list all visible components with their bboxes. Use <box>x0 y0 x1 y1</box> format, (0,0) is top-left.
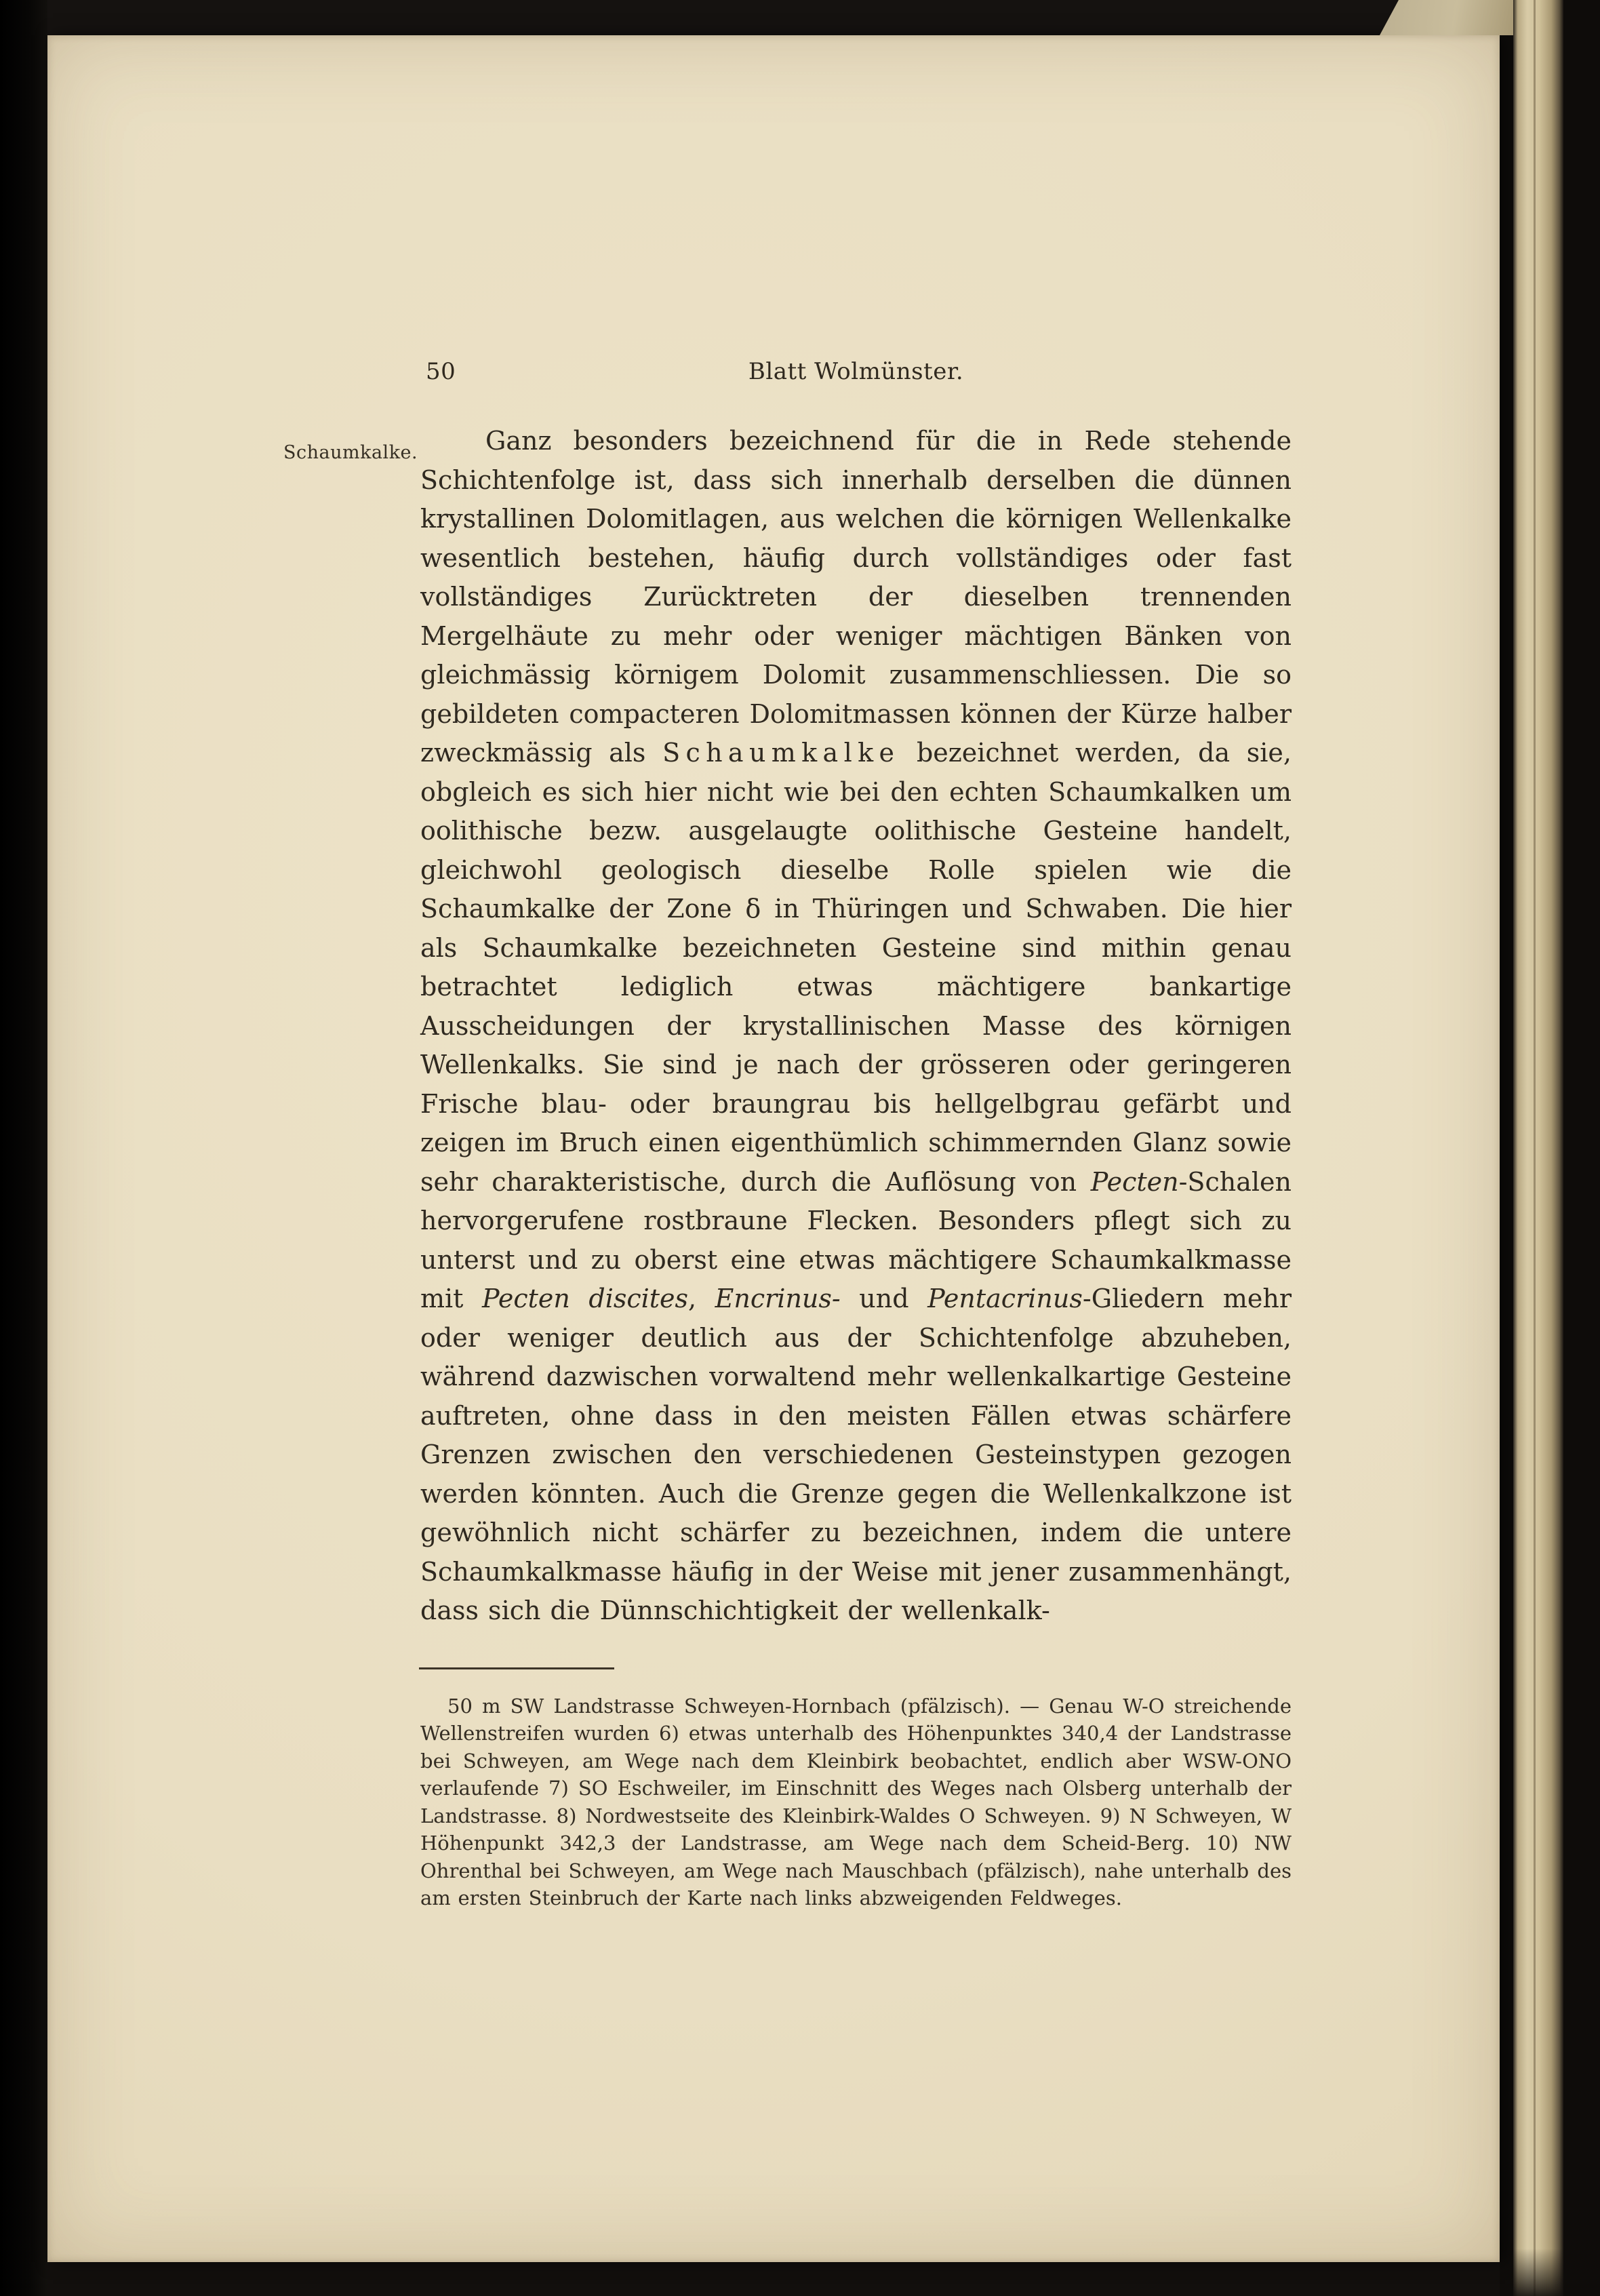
page-number: 50 <box>426 358 456 385</box>
margin-note: Schaumkalke. <box>283 442 418 463</box>
scan-background-left <box>0 0 47 2296</box>
text-column <box>420 358 1292 1912</box>
running-title: Blatt Wolmünster. <box>748 358 964 385</box>
scan-background-top <box>0 0 1600 35</box>
book-page <box>47 35 1500 2262</box>
footnote-rule <box>419 1667 614 1669</box>
next-page-edge <box>1513 0 1563 2296</box>
scan-background-bottom <box>0 2262 1600 2296</box>
next-page-corner <box>1380 0 1515 35</box>
footnote-text: 50 m SW Landstrasse Schweyen-Hornbach (pfälzisch). — Genau W-O streichende Wellenstreifen wurden 6) etwas unterhalb des Höhenpunktes 340,4 der Landstrasse bei Schweyen, am Wege nach dem Kleinbirk beobachtet, endlich aber WSW-ONO verlaufende 7) SO Eschweiler, im Einschnitt des Weges nach Olsberg unterhalb der Landstrasse. 8) Nordwestseite des Kleinbirk-Waldes O Schweyen. 9) N Schweyen, W Höhenpunkt 342,3 der Landstrasse, am Wege nach dem Scheid-Berg. 10) NW Ohrenthal bei Schweyen, am Wege nach Mauschbach (pfälzisch), nahe unterhalb des am ersten Steinbruch der Karte nach links abzweigenden Feldweges. <box>420 1694 1292 1909</box>
body-paragraph: Ganz besonders bezeichnend für die in Rede stehende Schichtenfolge ist, dass sich innerhalb derselben die dünnen krystallinen Dolomitlagen, aus welchen die körnigen Wellenkalke wesentlich bestehen, häufig durch vollständiges oder fast vollständiges Zurücktreten der dieselben trennenden Mergelhäute zu mehr oder weniger mächtigen Bänken von gleichmässig körnigem Dolomit zusammenschliessen. Die so gebildeten compacteren Dolomitmassen können der Kürze halber zweckmässig als Schaumkalke bezeichnet werden, da sie, obgleich es sich hier nicht wie bei den echten Schaumkalken um oolithische bezw. ausgelaugte oolithische Gesteine handelt, gleichwohl geologisch dieselbe Rolle spielen wie die Schaumkalke der Zone δ in Thüringen und Schwaben. Die hier als Schaumkalke bezeichneten Gesteine sind mithin genau betrachtet lediglich etwas mächtigere bankartige Ausscheidungen der krystallinischen Masse des körnigen Wellenkalks. Sie sind je nach der grösseren oder geringeren Frische blau- oder braungrau bis hellgelbgrau gefärbt und zeigen im Bruch einen eigenthümlich schimmernden Glanz sowie sehr charakteristische, durch die Auflösung von Pecten-Schalen hervorgerufene rostbraune Flecken. Besonders pflegt sich zu unterst und zu oberst eine etwas mächtigere Schaumkalkmasse mit Pecten discites, Encrinus- und Pentacrinus-Gliedern mehr oder weniger deutlich aus der Schichtenfolge abzuheben, während dazwischen vorwaltend mehr wellenkalkartige Gesteine auftreten, ohne dass in den meisten Fällen etwas schärfere Grenzen zwischen den verschiedenen Gesteinstypen gezogen werden könnten. Auch die Grenze gegen die Wellenkalkzone ist gewöhnlich nicht schärfer zu bezeichnen, indem die untere Schaumkalkmasse häufig in der Weise mit jener zusammenhängt, dass sich die Dünnschichtigkeit der wellenkalk- <box>420 426 1292 1625</box>
page-header <box>420 358 1292 391</box>
